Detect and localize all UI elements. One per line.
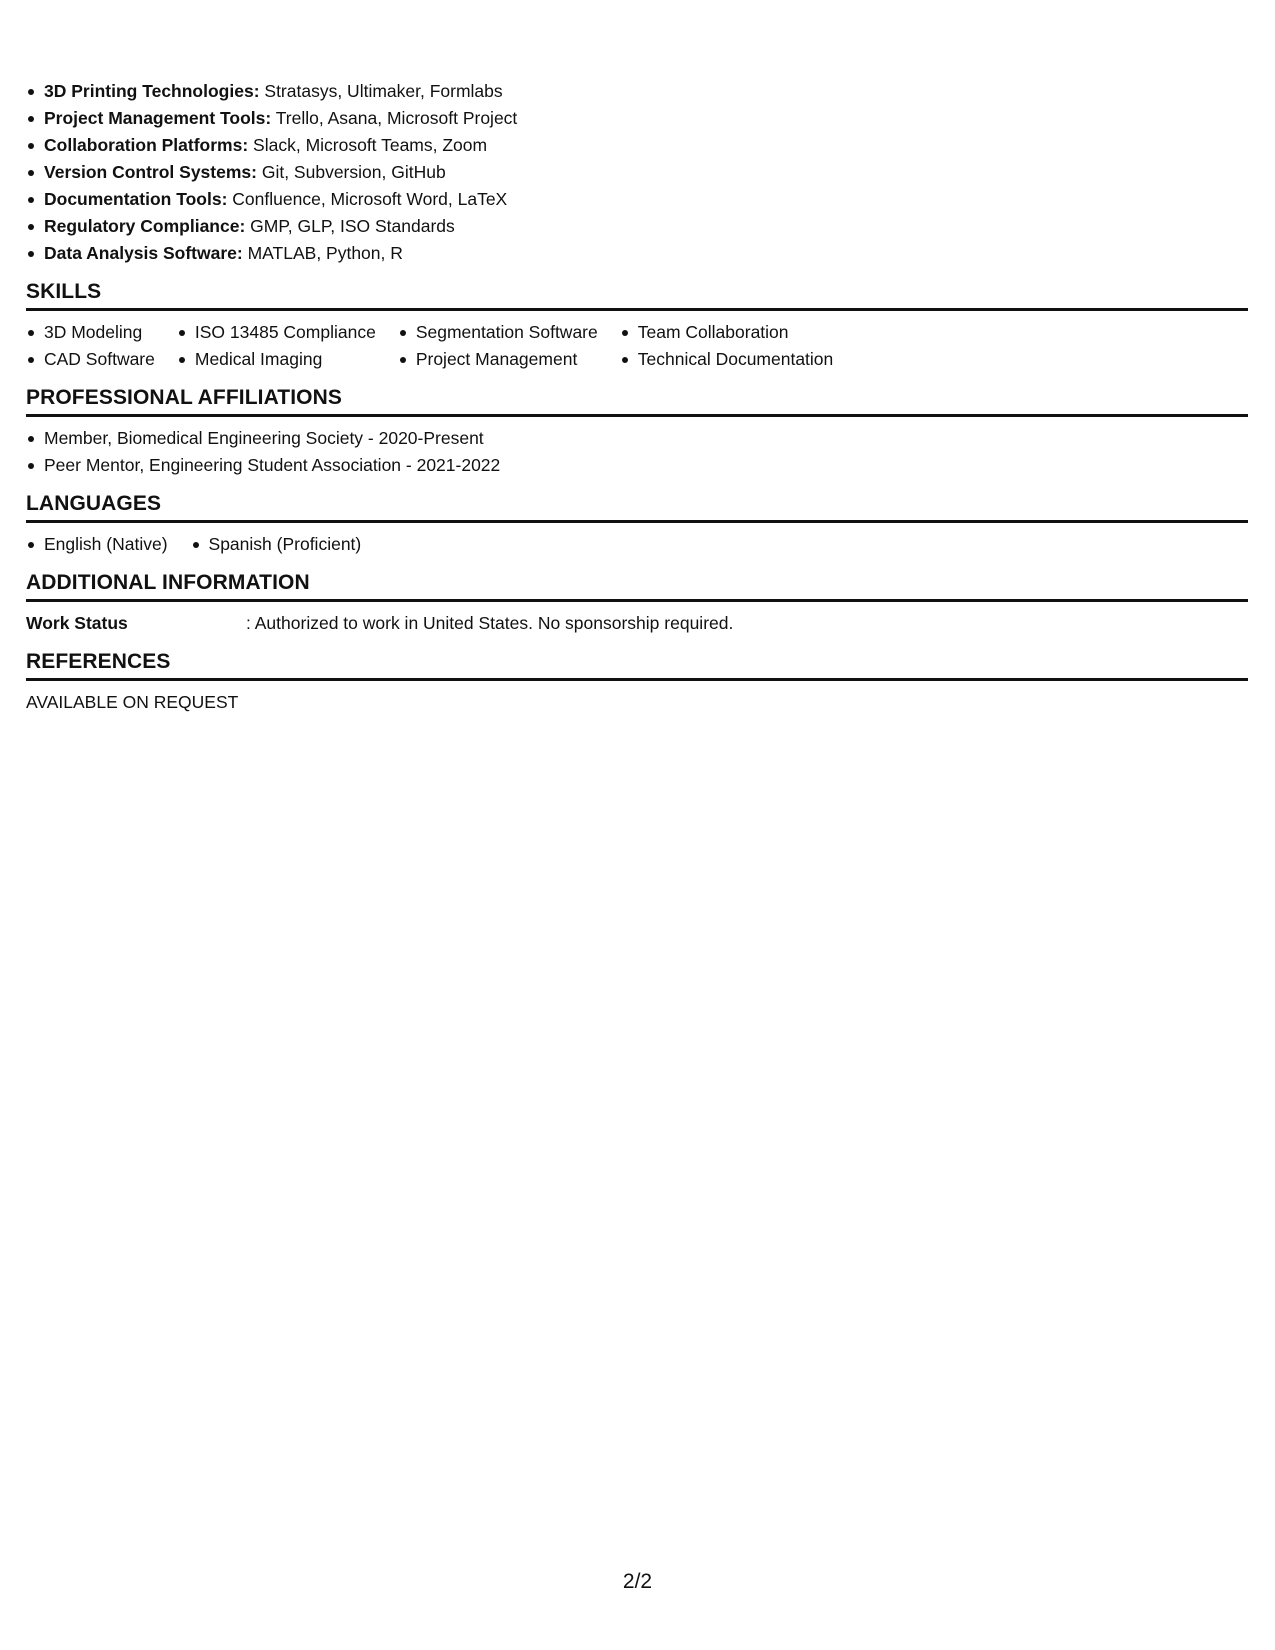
affiliation-item: Peer Mentor, Engineering Student Association - 2021-2022 <box>26 452 1248 479</box>
tool-category-label: 3D Printing Technologies: <box>44 81 260 101</box>
resume-page <box>26 78 1248 727</box>
tool-category-value: MATLAB, Python, R <box>242 243 403 263</box>
skill-item: CAD Software <box>26 346 155 373</box>
tools-list-item <box>26 159 1248 186</box>
skills-section <box>26 278 1248 373</box>
tool-category-label: Collaboration Platforms: <box>44 135 249 155</box>
skills-grid <box>26 319 1248 373</box>
work-status-value: : Authorized to work in United States. No sponsorship required. <box>246 613 734 633</box>
affiliations-section <box>26 384 1248 479</box>
tools-list-item <box>26 240 1248 267</box>
affiliations-title: PROFESSIONAL AFFILIATIONS <box>26 386 342 409</box>
references-section <box>26 648 1248 716</box>
tool-category-label: Regulatory Compliance: <box>44 216 246 236</box>
tools-list-item <box>26 105 1248 132</box>
skills-column <box>398 319 598 373</box>
tools-list-item <box>26 132 1248 159</box>
work-status-row <box>26 610 1248 637</box>
affiliations-list <box>26 425 1248 479</box>
tool-category-label: Project Management Tools: <box>44 108 272 128</box>
language-item: English (Native) <box>26 531 168 558</box>
additional-info-title: ADDITIONAL INFORMATION <box>26 571 310 594</box>
tool-category-value: Git, Subversion, GitHub <box>256 162 446 182</box>
language-item: Spanish (Proficient) <box>191 531 362 558</box>
skills-title: SKILLS <box>26 280 102 303</box>
references-title: REFERENCES <box>26 650 171 673</box>
tools-list-item <box>26 186 1248 213</box>
languages-title: LANGUAGES <box>26 492 162 515</box>
skills-header <box>26 278 1248 311</box>
tool-category-value: Stratasys, Ultimaker, Formlabs <box>259 81 503 101</box>
skill-item: Medical Imaging <box>177 346 376 373</box>
affiliation-item: Member, Biomedical Engineering Society - 2020-Present <box>26 425 1248 452</box>
work-status-label: Work Status <box>26 613 128 633</box>
tools-list <box>26 78 1248 267</box>
tool-category-value: Trello, Asana, Microsoft Project <box>271 108 518 128</box>
references-text: AVAILABLE ON REQUEST <box>26 692 239 712</box>
tool-category-value: GMP, GLP, ISO Standards <box>245 216 455 236</box>
skills-column <box>177 319 376 373</box>
additional-info-section <box>26 569 1248 637</box>
tools-list-item <box>26 78 1248 105</box>
languages-section <box>26 490 1248 558</box>
skills-column <box>620 319 834 373</box>
skill-item: Technical Documentation <box>620 346 834 373</box>
tool-category-label: Documentation Tools: <box>44 189 228 209</box>
tool-category-value: Slack, Microsoft Teams, Zoom <box>248 135 488 155</box>
references-header <box>26 648 1248 681</box>
skill-item: Segmentation Software <box>398 319 598 346</box>
tool-category-label: Version Control Systems: <box>44 162 257 182</box>
page-number: 2/2 <box>622 1570 653 1593</box>
tools-list-item <box>26 213 1248 240</box>
affiliations-header <box>26 384 1248 417</box>
skills-column <box>26 319 155 373</box>
languages-list <box>26 531 1248 558</box>
skill-item: Project Management <box>398 346 598 373</box>
skill-item: 3D Modeling <box>26 319 155 346</box>
tool-category-value: Confluence, Microsoft Word, LaTeX <box>227 189 508 209</box>
skill-item: Team Collaboration <box>620 319 834 346</box>
skill-item: ISO 13485 Compliance <box>177 319 376 346</box>
tool-category-label: Data Analysis Software: <box>44 243 243 263</box>
languages-header <box>26 490 1248 523</box>
additional-info-header <box>26 569 1248 602</box>
